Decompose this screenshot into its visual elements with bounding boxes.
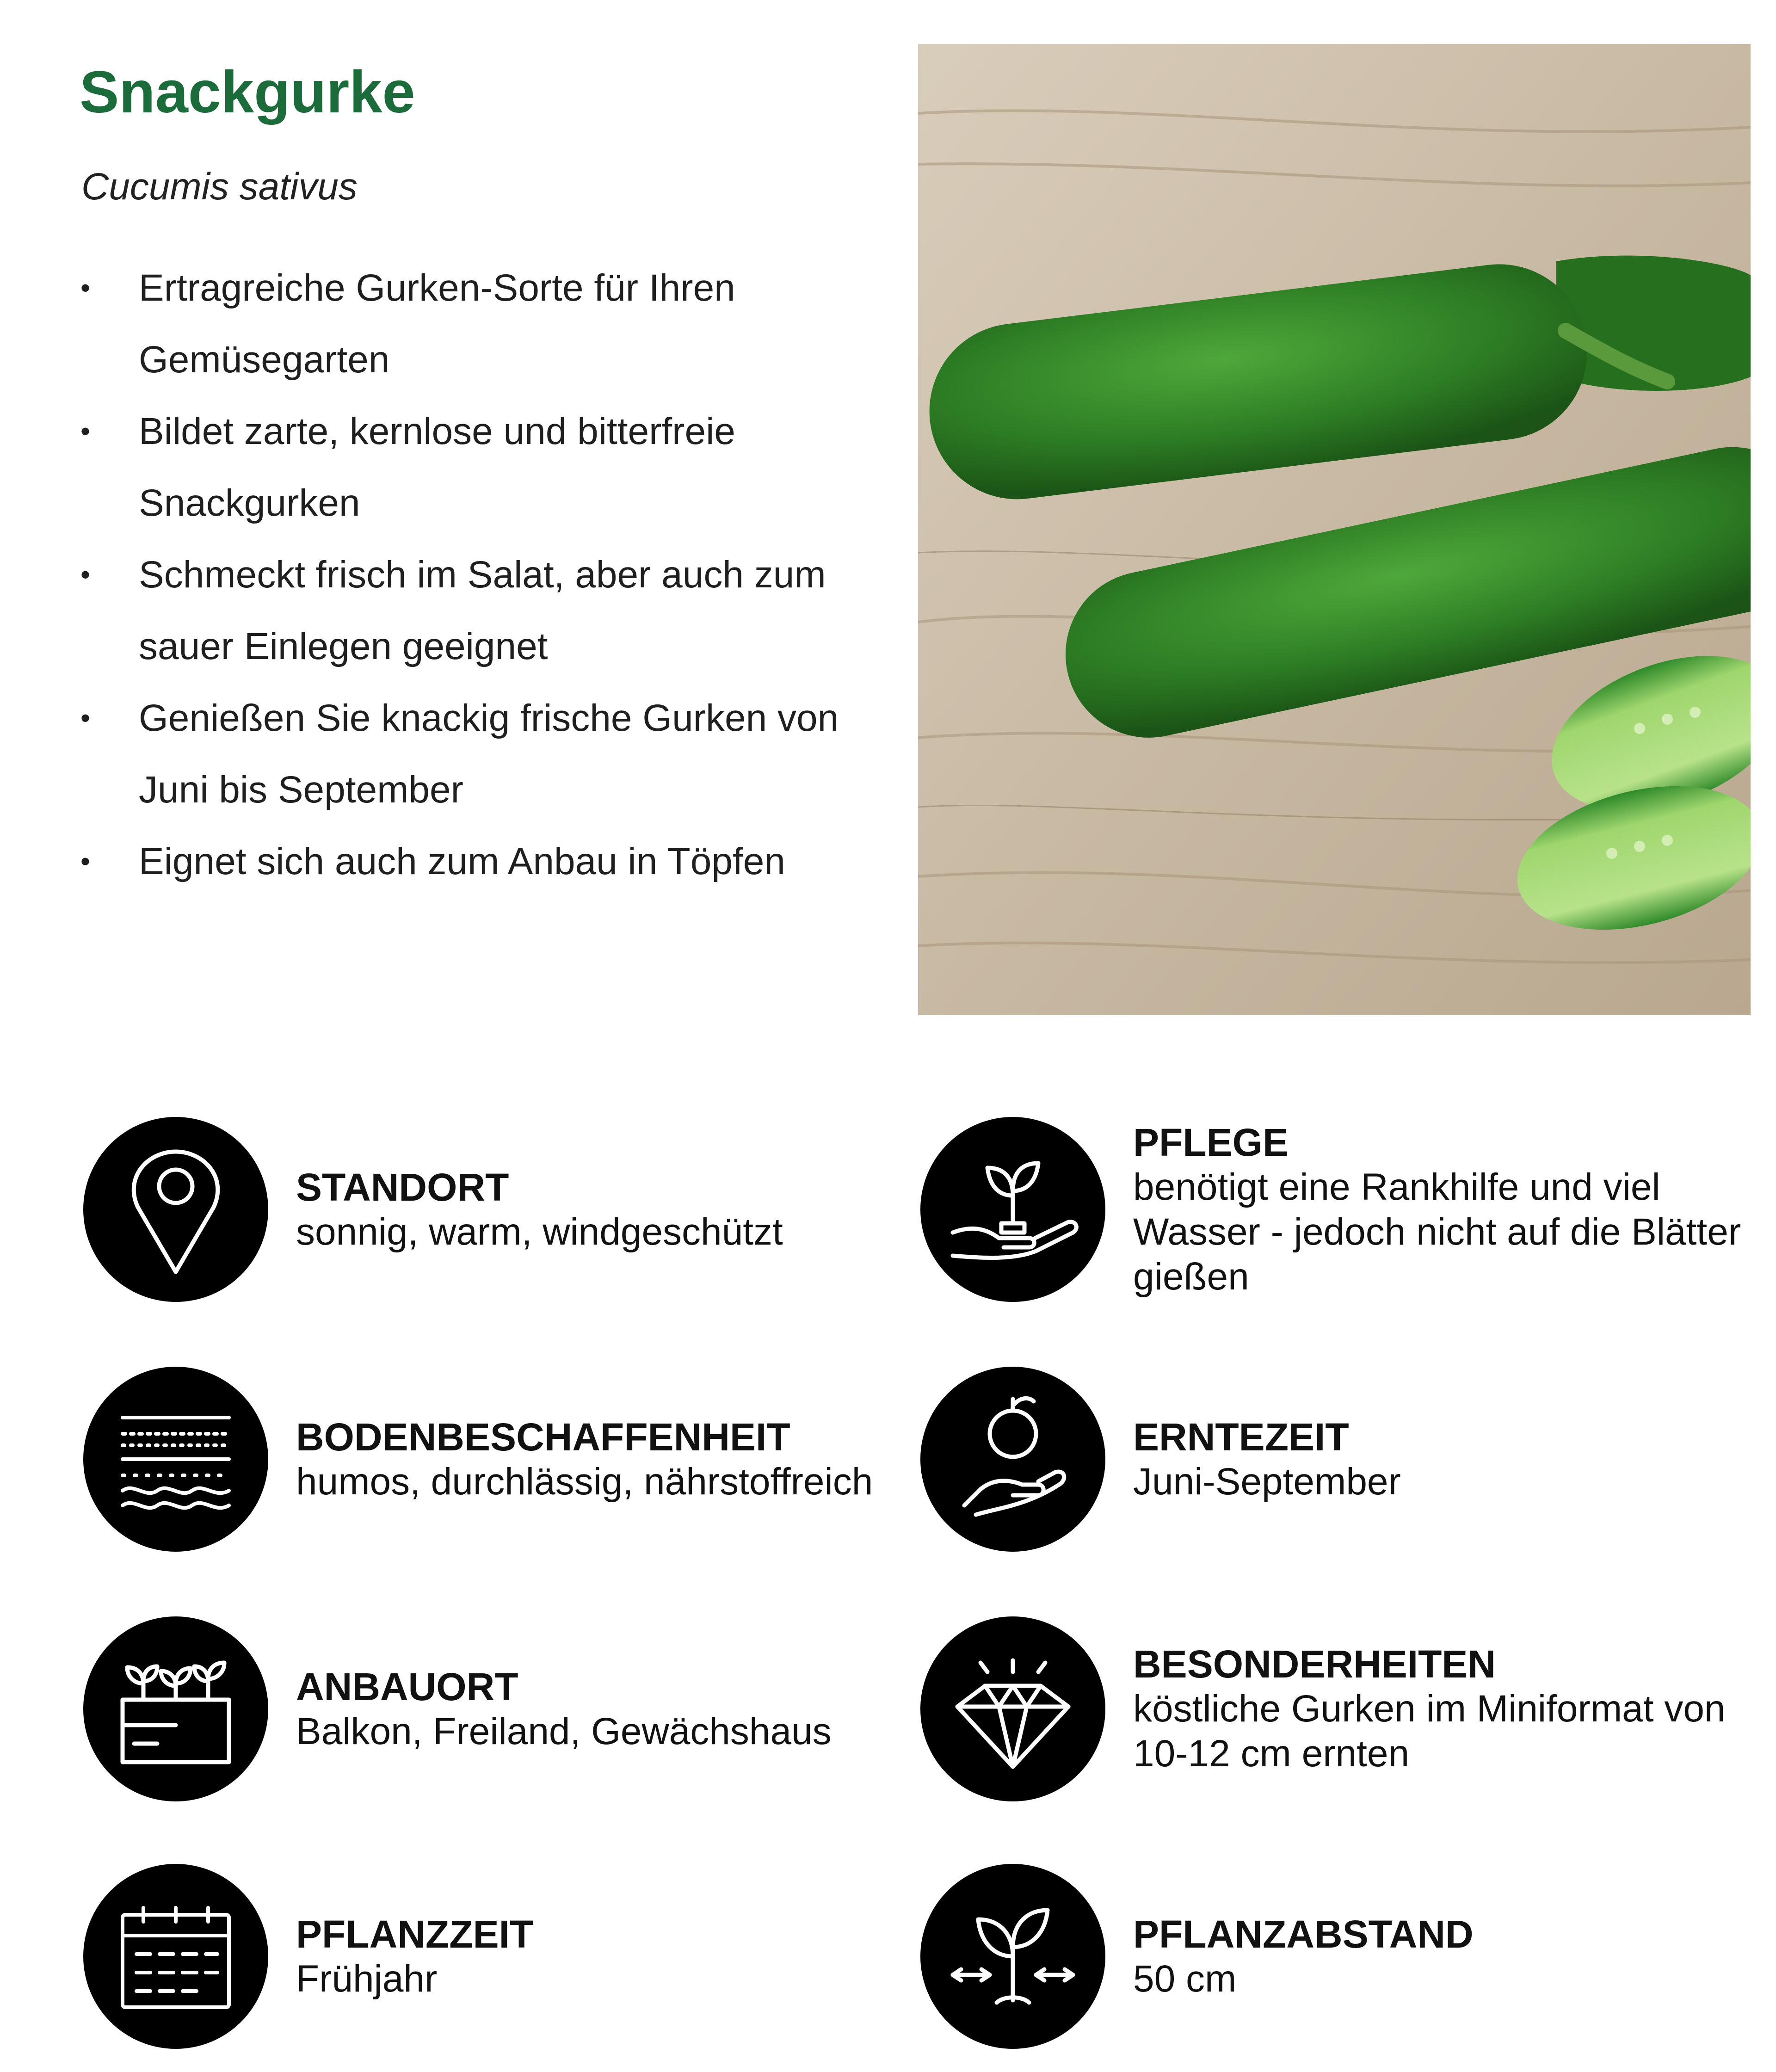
bullet-dot: • — [80, 272, 91, 303]
feature-text — [1133, 1864, 1744, 2049]
feature-text — [1133, 1117, 1744, 1302]
feature-description: Frühjahr — [296, 1957, 438, 2000]
feature-anbau — [83, 1616, 916, 1801]
feature-heading: ANBAUORT — [296, 1665, 518, 1708]
bullet-text: Schmeckt frisch im Salat, aber auch zum sauer Einlegen geeignet — [139, 554, 826, 667]
feature-heading: PFLANZZEIT — [296, 1912, 534, 1956]
bullet-dot: • — [80, 703, 91, 734]
feature-boden — [83, 1367, 916, 1552]
soil-layers-icon — [83, 1367, 268, 1552]
hand-seedling-icon — [920, 1117, 1105, 1302]
feature-heading: PFLANZABSTAND — [1133, 1912, 1474, 1956]
calendar-icon — [83, 1864, 268, 2049]
feature-heading: BODENBESCHAFFENHEIT — [296, 1415, 790, 1459]
feature-heading: STANDORT — [296, 1165, 509, 1209]
feature-heading: BESONDERHEITEN — [1133, 1642, 1496, 1686]
feature-description: köstliche Gurken im Miniformat von 10-12 cm ernten — [1133, 1688, 1726, 1775]
feature-description: Balkon, Freiland, Gewächshaus — [296, 1710, 832, 1752]
product-title: Snackgurke — [80, 59, 415, 125]
feature-text — [296, 1616, 906, 1801]
feature-description: sonnig, warm, windgeschützt — [296, 1210, 783, 1253]
feature-description: 50 cm — [1133, 1957, 1237, 2000]
feature-pflanzzeit — [83, 1864, 916, 2049]
feature-heading: ERNTEZEIT — [1133, 1415, 1349, 1459]
feature-text — [296, 1864, 906, 2049]
location-pin-icon — [83, 1117, 268, 1302]
feature-standort — [83, 1117, 916, 1302]
feature-pflanzabstand — [920, 1864, 1753, 2049]
bullet-dot: • — [80, 559, 91, 590]
bullet-text: Genießen Sie knackig frische Gurken von Juni bis September — [139, 697, 839, 811]
bullet-item — [80, 682, 866, 826]
feature-description: Juni-September — [1133, 1460, 1401, 1503]
feature-besonderheiten — [920, 1616, 1753, 1801]
bullet-text: Bildet zarte, kernlose und bitterfreie Snackgurken — [139, 410, 735, 524]
diamond-icon — [920, 1616, 1105, 1801]
planter-box-icon — [83, 1616, 268, 1801]
bullet-item — [80, 539, 866, 682]
cucumber-photo-illustration — [918, 44, 1751, 1015]
latin-name: Cucumis sativus — [81, 166, 358, 208]
hand-apple-icon — [920, 1367, 1105, 1552]
feature-text — [1133, 1367, 1744, 1552]
feature-description: benötigt eine Rankhilfe und viel Wasser - jedoch nicht auf die Blätter gießen — [1133, 1166, 1741, 1298]
feature-heading: PFLEGE — [1133, 1120, 1289, 1164]
bullet-dot: • — [80, 416, 91, 447]
bullet-item — [80, 252, 866, 395]
bullet-text: Eignet sich auch zum Anbau in Töpfen — [139, 840, 785, 882]
feature-text — [1133, 1616, 1744, 1801]
feature-description: humos, durchlässig, nährstoffreich — [296, 1460, 873, 1503]
feature-bullet-list — [80, 252, 866, 897]
product-photo — [918, 44, 1751, 1015]
bullet-item — [80, 826, 866, 897]
feature-pflege — [920, 1117, 1753, 1302]
bullet-text: Ertragreiche Gurken-Sorte für Ihren Gemüsegarten — [139, 267, 735, 381]
bullet-item — [80, 395, 866, 539]
feature-text — [296, 1117, 906, 1302]
sprout-spacing-icon — [920, 1864, 1105, 2049]
bullet-dot: • — [80, 846, 91, 877]
feature-text — [296, 1367, 906, 1552]
feature-ernte — [920, 1367, 1753, 1552]
